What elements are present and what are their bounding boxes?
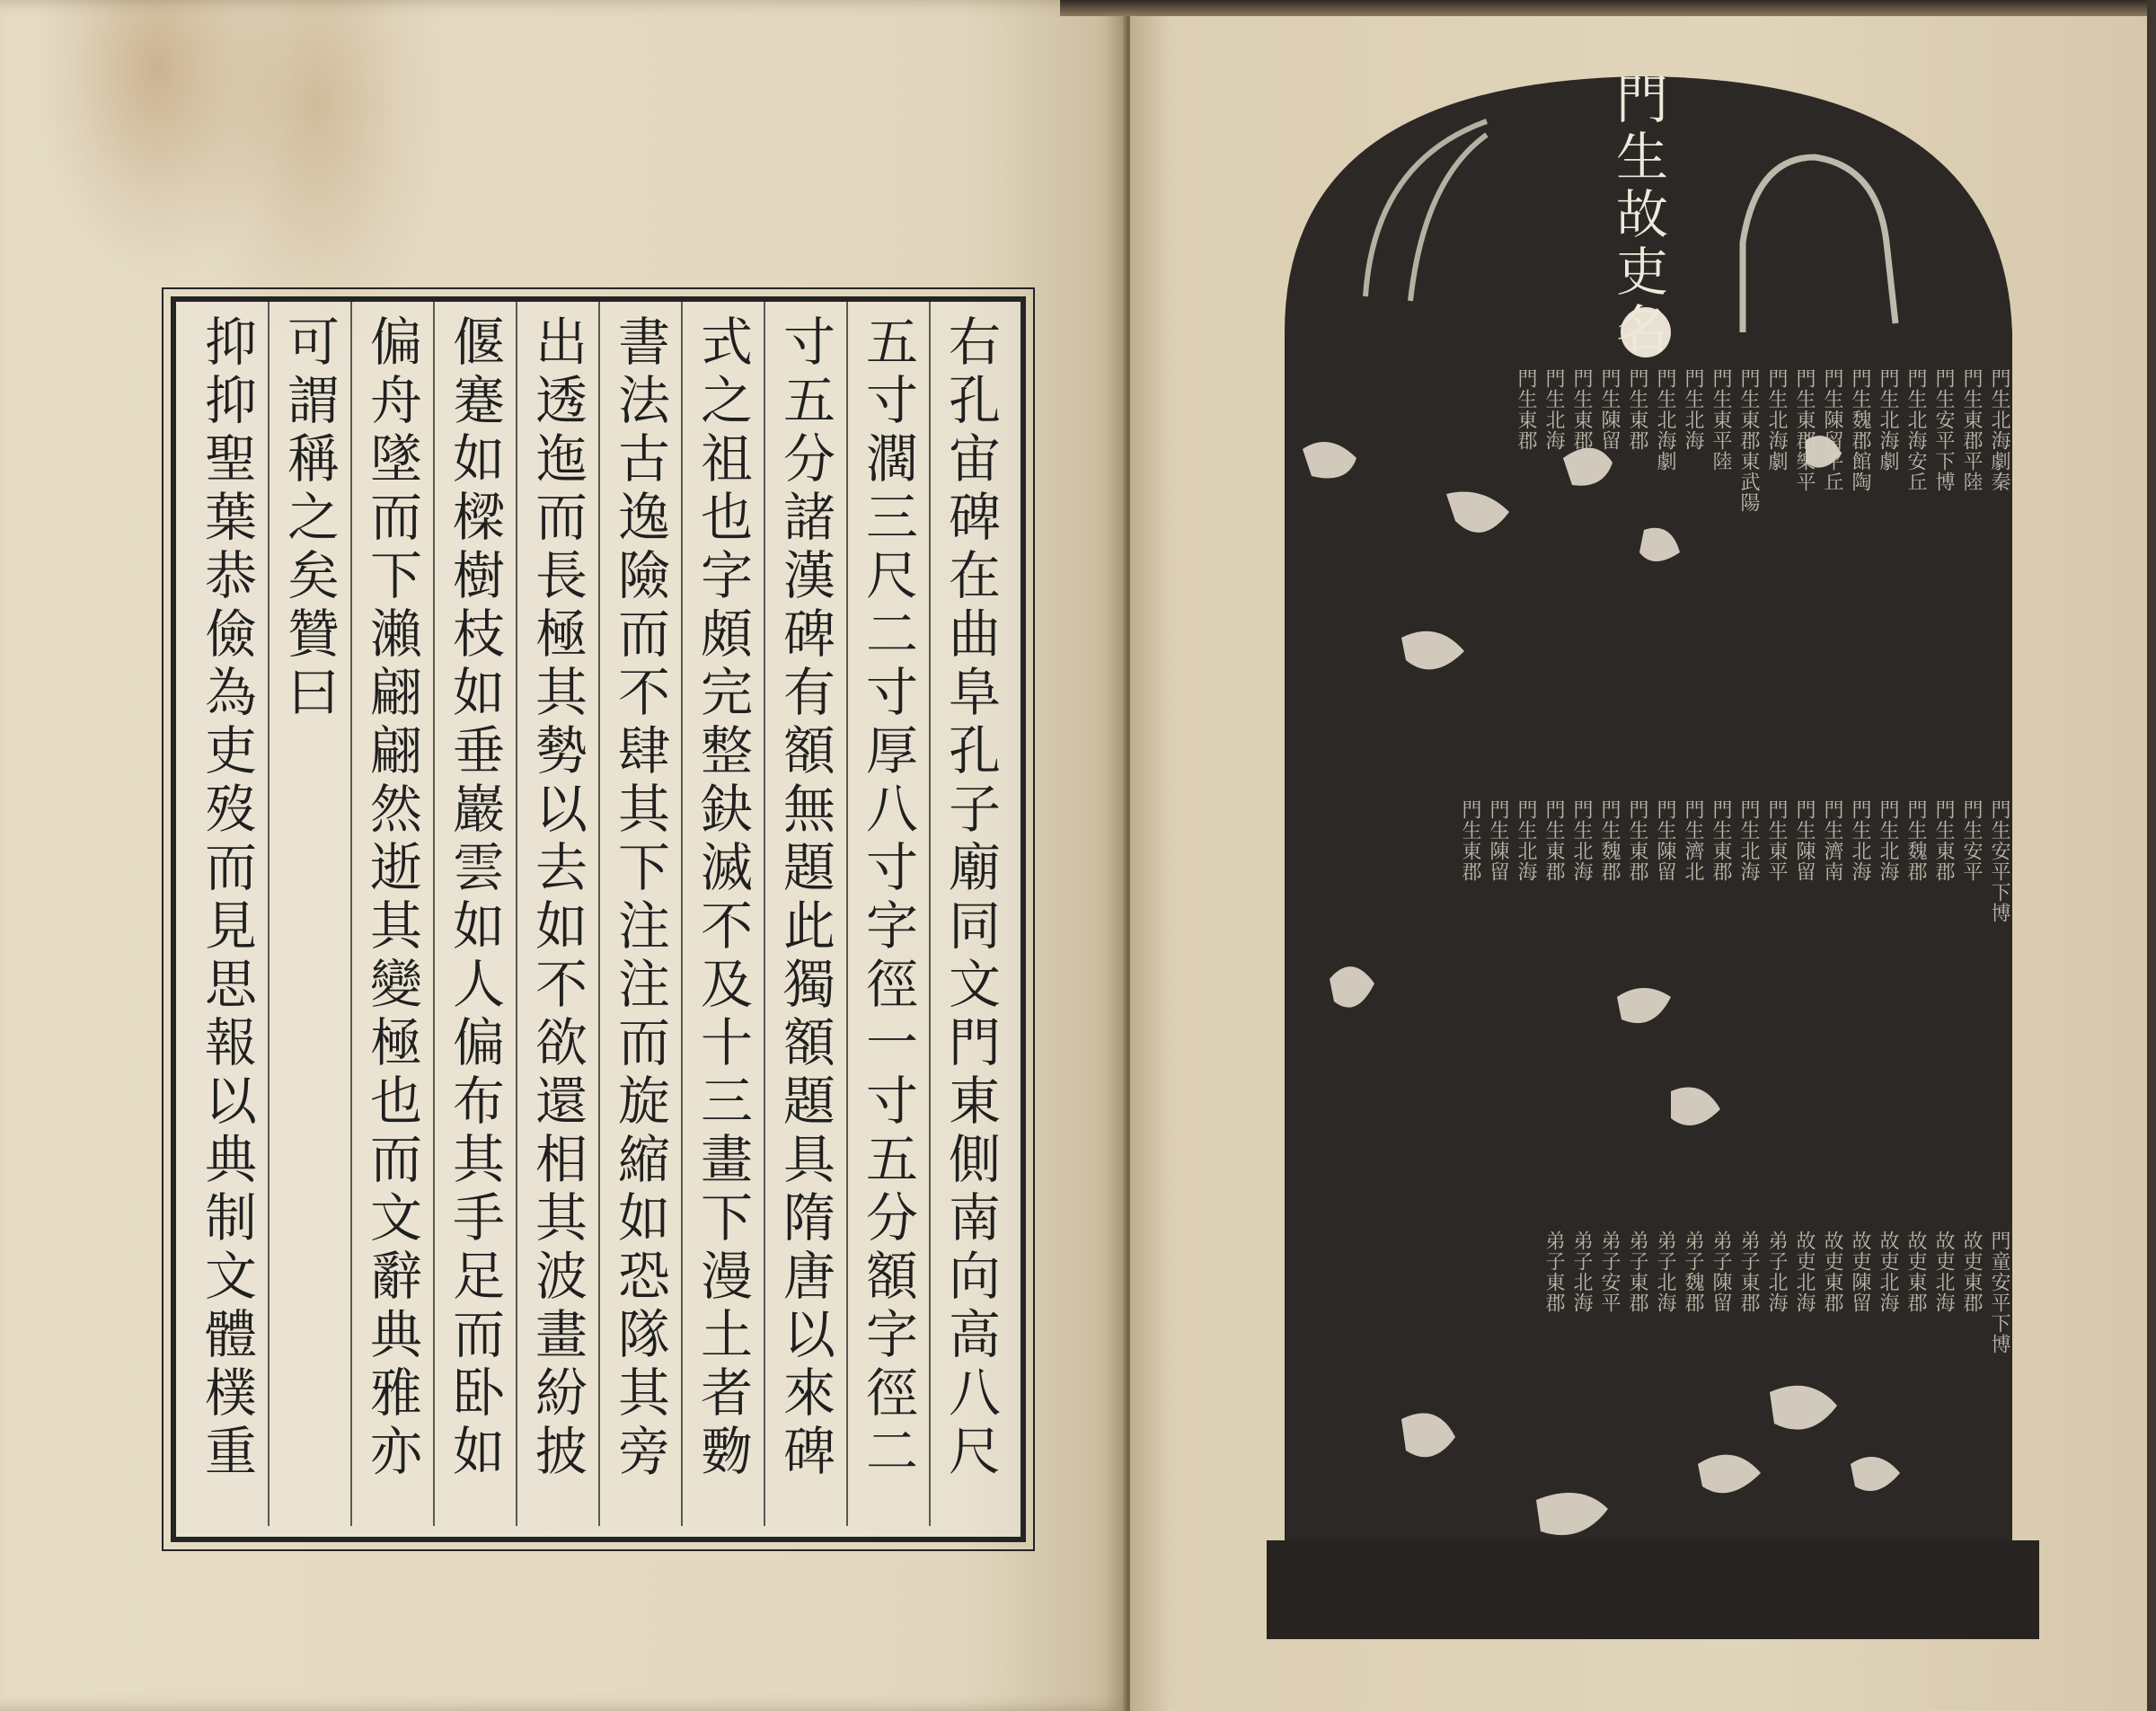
stele-column: 弟子東郡 xyxy=(1542,1230,1565,1313)
column-rule xyxy=(929,302,931,1526)
text-column: 可謂稱之矣贊曰 xyxy=(278,314,340,723)
stele-column: 門生北海 xyxy=(1877,799,1899,882)
stele-column: 門生東郡 xyxy=(1570,368,1593,451)
column-rule xyxy=(598,302,600,1526)
stele-column: 弟子東郡 xyxy=(1737,1230,1760,1313)
stele-column: 弟子北海 xyxy=(1570,1230,1593,1313)
text-column: 出透迤而長極其勢以去如不欲還相其波畫紛披 xyxy=(526,314,588,1482)
stele-column: 門生北海劇 xyxy=(1765,368,1788,472)
stele-column: 門童安平下博 xyxy=(1988,1230,2010,1354)
stele-column: 門生東郡 xyxy=(1542,799,1565,882)
stele-column: 門生濟北 xyxy=(1682,799,1704,882)
stele-column: 弟子安平 xyxy=(1598,1230,1621,1313)
page-right-edge xyxy=(2147,0,2156,1711)
stele-column: 門生陳留平丘 xyxy=(1821,368,1843,492)
stele-column: 門生東郡 xyxy=(1932,799,1955,882)
stele-column: 門生陳留 xyxy=(1487,799,1509,882)
stele-column: 弟子北海 xyxy=(1765,1230,1788,1313)
stele-column: 門生東郡東武陽 xyxy=(1737,368,1760,513)
column-rule xyxy=(433,302,435,1526)
stele-column: 門生東郡 xyxy=(1710,799,1732,882)
printed-text-block xyxy=(171,296,1026,1542)
stele-column: 門生北海安丘 xyxy=(1904,368,1927,492)
stele-column: 門生東郡 xyxy=(1626,368,1648,451)
text-column: 右孔宙碑在曲阜孔子廟同文門東側南向高八尺 xyxy=(940,314,1001,1482)
stele-column: 弟子北海 xyxy=(1654,1230,1676,1313)
stele-column: 門生北海 xyxy=(1849,799,1871,882)
stele-column: 故吏東郡 xyxy=(1904,1230,1927,1313)
text-column: 寸五分諸漢碑有額無題此獨額題具隋唐以來碑 xyxy=(774,314,835,1482)
stele-column: 故吏北海 xyxy=(1793,1230,1816,1313)
stele-column: 門生魏郡 xyxy=(1904,799,1927,882)
text-column: 式之祖也字頗完整鈌滅不及十三畫下漫土者覅 xyxy=(692,314,753,1482)
column-rule xyxy=(764,302,765,1526)
stele-column: 故吏北海 xyxy=(1877,1230,1899,1313)
stele-column: 門生陳留 xyxy=(1654,799,1676,882)
column-rule xyxy=(846,302,848,1526)
stele-column: 門生北海 xyxy=(1515,799,1537,882)
stele-column: 門生東郡樂平 xyxy=(1793,368,1816,492)
stele-rubbing xyxy=(1267,63,2039,1639)
stele-column: 門生魏郡館陶 xyxy=(1849,368,1871,492)
stele-column: 門生北海劇 xyxy=(1654,368,1676,472)
column-rule xyxy=(268,302,270,1526)
stele-column: 門生東郡平陸 xyxy=(1960,368,1983,492)
stele-column: 門生北海 xyxy=(1542,368,1565,451)
stele-column: 弟子陳留 xyxy=(1710,1230,1732,1313)
page-top-edge xyxy=(1060,0,2156,16)
stele-middle-section xyxy=(1285,799,2012,923)
stele-column: 門生北海 xyxy=(1682,368,1704,451)
stele-column: 門生北海 xyxy=(1737,799,1760,882)
stele-column: 門生東郡 xyxy=(1459,799,1481,882)
stele-column: 門生北海 xyxy=(1570,799,1593,882)
stele-column: 故吏北海 xyxy=(1932,1230,1955,1313)
stele-column: 門生濟南 xyxy=(1821,799,1843,882)
stele-heading: 門生故吏名 xyxy=(1607,72,1668,359)
stele-column: 門生陳留 xyxy=(1793,799,1816,882)
stele-column: 門生陳留 xyxy=(1598,368,1621,451)
stele-column: 弟子東郡 xyxy=(1626,1230,1648,1313)
stele-upper-section xyxy=(1285,368,2012,513)
stele-column: 門生東郡 xyxy=(1626,799,1648,882)
stele-column: 門生東平陸 xyxy=(1710,368,1732,472)
stele-column: 故吏東郡 xyxy=(1960,1230,1983,1313)
stele-column: 門生安平下博 xyxy=(1988,799,2010,923)
stele-column: 門生北海劇秦 xyxy=(1988,368,2010,492)
text-column: 抑抑聖葉恭儉為吏歿而見思報以典制文體樸重 xyxy=(196,314,257,1482)
text-column: 五寸濶三尺二寸厚八寸字徑一寸五分額字徑二 xyxy=(857,314,918,1482)
stele-column: 故吏陳留 xyxy=(1849,1230,1871,1313)
stele-column: 門生東平 xyxy=(1765,799,1788,882)
stele-column: 門生東郡 xyxy=(1515,368,1537,451)
stele-column: 故吏東郡 xyxy=(1821,1230,1843,1313)
text-column: 偃蹇如樑樹枝如垂巖雲如人偏布其手足而卧如 xyxy=(444,314,505,1482)
stele-column: 弟子魏郡 xyxy=(1682,1230,1704,1313)
stele-column: 門生魏郡 xyxy=(1598,799,1621,882)
column-rule xyxy=(516,302,517,1526)
stele-column: 門生北海劇 xyxy=(1877,368,1899,472)
stele-lower-section xyxy=(1285,1230,2012,1354)
column-rule xyxy=(681,302,683,1526)
text-column: 偏舟墜而下瀨翩翩然逝其變極也而文辭典雅亦 xyxy=(361,314,422,1482)
stele-column: 門生安平 xyxy=(1960,799,1983,882)
column-rule xyxy=(350,302,352,1526)
text-column: 書法古逸險而不肆其下注注而旋縮如恐隊其旁 xyxy=(609,314,670,1482)
stele-column: 門生安平下博 xyxy=(1932,368,1955,492)
